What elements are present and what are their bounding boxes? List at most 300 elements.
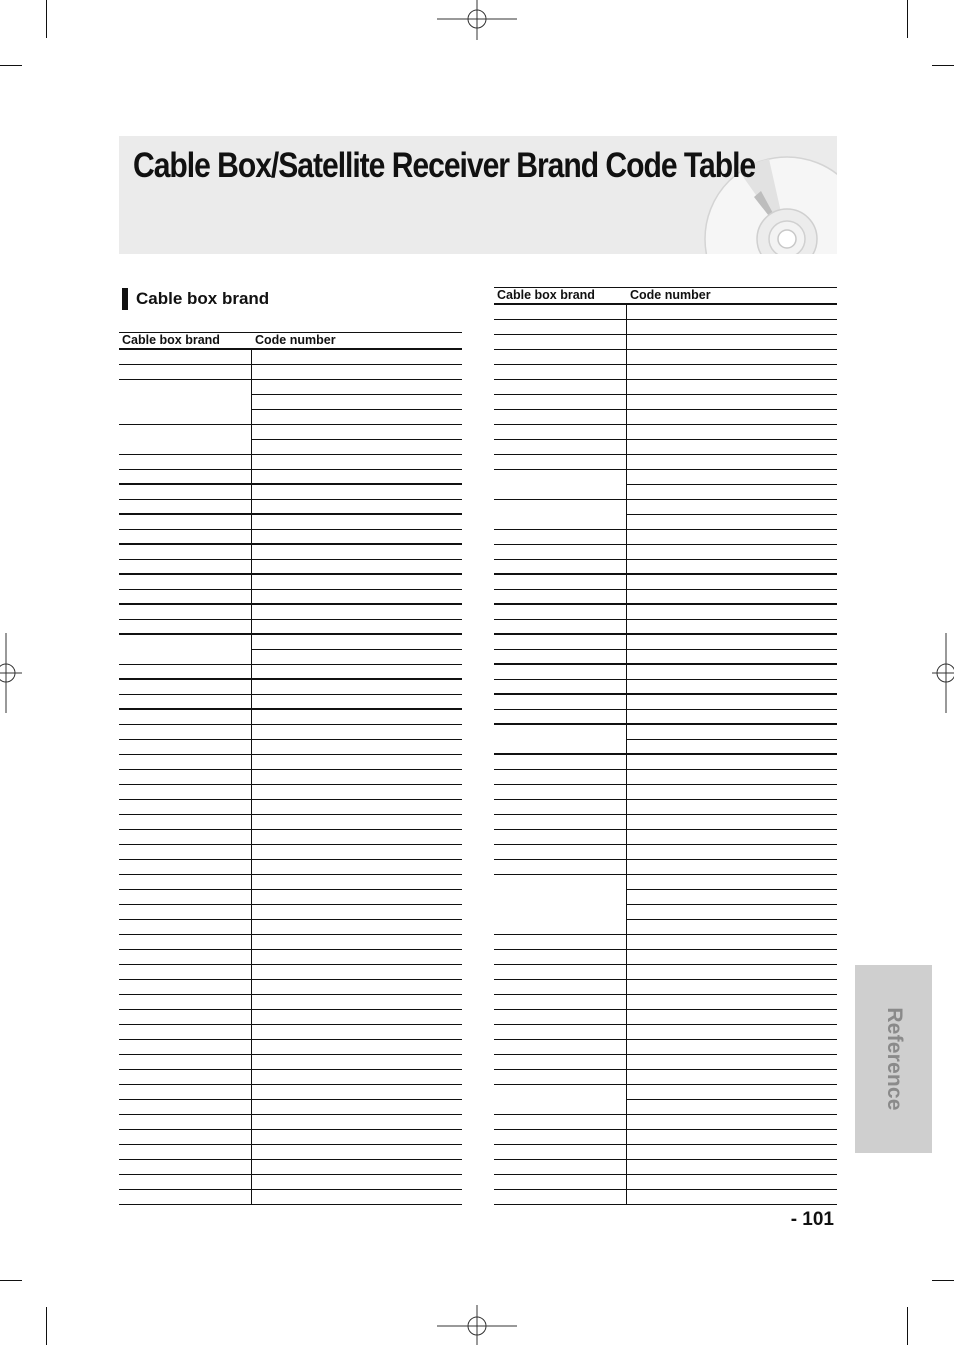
code-cell xyxy=(626,650,837,665)
brand-cell xyxy=(494,950,626,965)
brand-cell xyxy=(119,590,251,605)
brand-cell xyxy=(119,1130,251,1145)
table-row xyxy=(119,695,462,710)
code-cell xyxy=(251,1085,462,1100)
brand-cell xyxy=(119,650,251,665)
table-row xyxy=(119,440,462,455)
code-cell xyxy=(626,845,837,860)
table-row xyxy=(494,605,837,620)
brand-cell xyxy=(494,1145,626,1160)
code-cell xyxy=(251,695,462,710)
code-cell xyxy=(251,530,462,545)
table-row xyxy=(119,590,462,605)
table-row xyxy=(494,725,837,740)
heading-bar xyxy=(122,288,128,310)
code-cell xyxy=(251,365,462,380)
code-cell xyxy=(626,665,837,680)
brand-cell xyxy=(494,410,626,425)
header-code: Code number xyxy=(630,288,711,302)
code-cell xyxy=(626,575,837,590)
table-row xyxy=(494,650,837,665)
code-cell xyxy=(626,410,837,425)
brand-cell xyxy=(119,800,251,815)
code-cell xyxy=(251,560,462,575)
table-row xyxy=(494,395,837,410)
table-row xyxy=(494,1025,837,1040)
code-cell xyxy=(251,950,462,965)
code-cell xyxy=(251,1055,462,1070)
table-row xyxy=(494,380,837,395)
table-row xyxy=(494,920,837,935)
table-row xyxy=(494,1190,837,1205)
brand-cell xyxy=(494,560,626,575)
table-row xyxy=(494,770,837,785)
brand-cell xyxy=(494,875,626,890)
code-cell xyxy=(626,710,837,725)
brand-cell xyxy=(119,395,251,410)
table-header xyxy=(119,332,462,350)
code-cell xyxy=(251,845,462,860)
code-cell xyxy=(626,755,837,770)
code-cell xyxy=(626,1190,837,1205)
code-cell xyxy=(251,605,462,620)
brand-cell xyxy=(119,680,251,695)
table-row xyxy=(119,755,462,770)
table-row xyxy=(494,890,837,905)
table-row xyxy=(494,740,837,755)
code-cell xyxy=(626,530,837,545)
table-row xyxy=(494,305,837,320)
brand-cell xyxy=(119,770,251,785)
code-cell xyxy=(626,785,837,800)
brand-cell xyxy=(494,740,626,755)
brand-cell xyxy=(494,800,626,815)
code-cell xyxy=(251,680,462,695)
table-row xyxy=(119,770,462,785)
table-row xyxy=(119,1085,462,1100)
table-row xyxy=(119,1115,462,1130)
code-cell xyxy=(251,965,462,980)
brand-cell xyxy=(119,1055,251,1070)
brand-cell xyxy=(494,785,626,800)
brand-cell xyxy=(119,1010,251,1025)
brand-cell xyxy=(494,635,626,650)
table-row xyxy=(494,1085,837,1100)
table-row xyxy=(119,605,462,620)
brand-cell xyxy=(494,515,626,530)
code-cell xyxy=(251,755,462,770)
table-row xyxy=(119,1010,462,1025)
brand-cell xyxy=(119,935,251,950)
code-cell xyxy=(626,350,837,365)
brand-cell xyxy=(119,1160,251,1175)
code-cell xyxy=(626,770,837,785)
code-cell xyxy=(251,650,462,665)
table-row xyxy=(119,515,462,530)
brand-cell xyxy=(494,695,626,710)
brand-cell xyxy=(494,920,626,935)
table-row xyxy=(494,665,837,680)
brand-cell xyxy=(119,575,251,590)
code-cell xyxy=(251,590,462,605)
table-row xyxy=(494,785,837,800)
table-row xyxy=(494,410,837,425)
brand-cell xyxy=(119,845,251,860)
code-cell xyxy=(626,695,837,710)
table-row xyxy=(494,425,837,440)
brand-cell xyxy=(494,860,626,875)
code-cell xyxy=(251,395,462,410)
code-cell xyxy=(626,1055,837,1070)
crop-mark xyxy=(932,1280,954,1281)
crop-mark xyxy=(907,1307,908,1345)
header-brand: Cable box brand xyxy=(497,288,595,302)
code-cell xyxy=(626,950,837,965)
section-heading-text: Cable box brand xyxy=(136,289,270,308)
table-row xyxy=(119,500,462,515)
code-cell xyxy=(251,1190,462,1205)
brand-cell xyxy=(119,920,251,935)
brand-cell xyxy=(494,665,626,680)
code-cell xyxy=(251,425,462,440)
code-cell xyxy=(251,455,462,470)
brand-cell xyxy=(119,710,251,725)
table-row xyxy=(119,920,462,935)
table-row xyxy=(494,1070,837,1085)
table-row xyxy=(494,440,837,455)
registration-mark-left xyxy=(0,633,22,713)
table-row xyxy=(494,845,837,860)
table-row xyxy=(119,485,462,500)
crop-mark xyxy=(907,0,908,38)
code-cell xyxy=(626,320,837,335)
table-row xyxy=(119,800,462,815)
header-code: Code number xyxy=(255,333,336,347)
code-cell xyxy=(626,890,837,905)
table-row xyxy=(494,1100,837,1115)
code-cell xyxy=(626,485,837,500)
code-cell xyxy=(626,500,837,515)
code-cell xyxy=(251,1040,462,1055)
brand-cell xyxy=(494,995,626,1010)
brand-cell xyxy=(494,365,626,380)
code-cell xyxy=(251,1010,462,1025)
table-row xyxy=(119,995,462,1010)
table-row xyxy=(119,1040,462,1055)
table-row xyxy=(119,725,462,740)
table-row xyxy=(494,350,837,365)
table-row xyxy=(494,455,837,470)
side-tab-label: Reference xyxy=(882,1007,906,1111)
table-row xyxy=(494,1115,837,1130)
brand-cell xyxy=(119,545,251,560)
brand-cell xyxy=(494,845,626,860)
brand-cell xyxy=(119,950,251,965)
table-row xyxy=(494,545,837,560)
crop-mark xyxy=(932,65,954,66)
brand-cell xyxy=(119,515,251,530)
code-cell xyxy=(251,635,462,650)
code-cell xyxy=(251,575,462,590)
table-row xyxy=(119,575,462,590)
code-cell xyxy=(251,980,462,995)
brand-cell xyxy=(494,320,626,335)
brand-cell xyxy=(119,425,251,440)
brand-cell xyxy=(494,1115,626,1130)
table-row xyxy=(119,1160,462,1175)
table-row xyxy=(494,635,837,650)
brand-cell xyxy=(494,575,626,590)
code-cell xyxy=(626,860,837,875)
code-cell xyxy=(626,725,837,740)
code-cell xyxy=(251,1145,462,1160)
table-row xyxy=(119,785,462,800)
brand-cell xyxy=(119,410,251,425)
brand-cell xyxy=(494,650,626,665)
table-row xyxy=(494,1160,837,1175)
code-cell xyxy=(626,545,837,560)
code-cell xyxy=(626,365,837,380)
table-row xyxy=(494,980,837,995)
code-cell xyxy=(626,905,837,920)
brand-cell xyxy=(494,1160,626,1175)
code-cell xyxy=(251,500,462,515)
table-row xyxy=(494,1040,837,1055)
table-row xyxy=(494,815,837,830)
brand-cell xyxy=(119,365,251,380)
brand-cell xyxy=(119,530,251,545)
brand-cell xyxy=(119,965,251,980)
table-row xyxy=(494,950,837,965)
brand-cell xyxy=(119,1175,251,1190)
table-header xyxy=(494,287,837,305)
table-row xyxy=(119,1190,462,1205)
brand-cell xyxy=(494,1175,626,1190)
page-title: Cable Box/Satellite Receiver Brand Code Table xyxy=(133,146,756,185)
table-row xyxy=(119,635,462,650)
brand-cell xyxy=(494,935,626,950)
code-cell xyxy=(626,1160,837,1175)
brand-cell xyxy=(494,350,626,365)
code-cell xyxy=(251,1160,462,1175)
table-row xyxy=(494,470,837,485)
code-cell xyxy=(251,515,462,530)
code-cell xyxy=(626,560,837,575)
code-cell xyxy=(251,905,462,920)
code-cell xyxy=(251,545,462,560)
brand-cell xyxy=(494,500,626,515)
table-row xyxy=(119,455,462,470)
registration-mark-right xyxy=(932,633,954,713)
table-row xyxy=(119,905,462,920)
code-cell xyxy=(251,890,462,905)
code-cell xyxy=(626,965,837,980)
code-cell xyxy=(626,800,837,815)
code-cell xyxy=(251,875,462,890)
code-cell xyxy=(251,710,462,725)
code-cell xyxy=(251,380,462,395)
table-row xyxy=(119,890,462,905)
code-cell xyxy=(251,1115,462,1130)
brand-cell xyxy=(494,1040,626,1055)
code-cell xyxy=(626,425,837,440)
brand-cell xyxy=(119,755,251,770)
crop-mark xyxy=(0,1280,22,1281)
code-cell xyxy=(626,995,837,1010)
code-cell xyxy=(626,680,837,695)
code-cell xyxy=(626,875,837,890)
section-heading xyxy=(122,288,269,310)
code-cell xyxy=(251,740,462,755)
table-row xyxy=(119,560,462,575)
brand-cell xyxy=(494,470,626,485)
table-row xyxy=(119,530,462,545)
table-row xyxy=(119,410,462,425)
code-cell xyxy=(251,860,462,875)
brand-cell xyxy=(119,1040,251,1055)
code-cell xyxy=(251,470,462,485)
brand-cell xyxy=(494,1130,626,1145)
table-row xyxy=(494,485,837,500)
page-number: - 101 xyxy=(790,1209,834,1230)
brand-cell xyxy=(494,815,626,830)
code-cell xyxy=(626,1100,837,1115)
code-cell xyxy=(251,935,462,950)
brand-cell xyxy=(119,875,251,890)
code-cell xyxy=(251,1025,462,1040)
brand-cell xyxy=(119,1145,251,1160)
table-row xyxy=(119,935,462,950)
code-cell xyxy=(251,785,462,800)
table-row xyxy=(119,830,462,845)
brand-cell xyxy=(119,485,251,500)
brand-cell xyxy=(119,620,251,635)
code-cell xyxy=(626,1070,837,1085)
brand-cell xyxy=(119,905,251,920)
brand-cell xyxy=(494,305,626,320)
brand-cell xyxy=(494,1085,626,1100)
brand-cell xyxy=(119,500,251,515)
code-cell xyxy=(626,1175,837,1190)
table-row xyxy=(119,1025,462,1040)
code-cell xyxy=(626,605,837,620)
table-row xyxy=(494,560,837,575)
code-cell xyxy=(626,305,837,320)
table-row xyxy=(494,320,837,335)
brand-cell xyxy=(119,1070,251,1085)
reference-side-tab xyxy=(855,965,932,1153)
brand-cell xyxy=(119,455,251,470)
code-cell xyxy=(251,410,462,425)
table-row xyxy=(119,620,462,635)
brand-cell xyxy=(494,1070,626,1085)
table-row xyxy=(119,650,462,665)
crop-mark xyxy=(46,0,47,38)
table-row xyxy=(494,1145,837,1160)
brand-cell xyxy=(119,665,251,680)
brand-cell xyxy=(494,1055,626,1070)
code-cell xyxy=(251,1130,462,1145)
table-row xyxy=(494,935,837,950)
table-row xyxy=(494,1055,837,1070)
brand-cell xyxy=(494,1010,626,1025)
table-row xyxy=(494,905,837,920)
code-cell xyxy=(251,995,462,1010)
brand-cell xyxy=(119,860,251,875)
brand-cell xyxy=(119,725,251,740)
code-cell xyxy=(626,935,837,950)
brand-cell xyxy=(119,560,251,575)
code-cell xyxy=(626,1010,837,1025)
brand-cell xyxy=(119,980,251,995)
table-row xyxy=(119,710,462,725)
brand-cell xyxy=(119,470,251,485)
brand-cell xyxy=(119,785,251,800)
code-cell xyxy=(626,590,837,605)
brand-cell xyxy=(119,695,251,710)
table-row xyxy=(494,860,837,875)
brand-cell xyxy=(119,1100,251,1115)
table-row xyxy=(494,335,837,350)
code-cell xyxy=(626,830,837,845)
table-row xyxy=(119,395,462,410)
table-row xyxy=(119,1055,462,1070)
brand-cell xyxy=(494,680,626,695)
table-row xyxy=(119,980,462,995)
header-brand: Cable box brand xyxy=(122,333,220,347)
code-cell xyxy=(251,920,462,935)
brand-cell xyxy=(494,755,626,770)
table-row xyxy=(494,365,837,380)
table-row xyxy=(494,530,837,545)
code-cell xyxy=(251,665,462,680)
crop-mark xyxy=(0,65,22,66)
table-row xyxy=(119,365,462,380)
brand-cell xyxy=(119,995,251,1010)
table-row xyxy=(494,710,837,725)
code-cell xyxy=(626,1130,837,1145)
brand-cell xyxy=(119,815,251,830)
table-row xyxy=(494,965,837,980)
brand-cell xyxy=(494,905,626,920)
brand-cell xyxy=(119,440,251,455)
code-cell xyxy=(251,440,462,455)
brand-cell xyxy=(494,605,626,620)
code-cell xyxy=(626,920,837,935)
code-cell xyxy=(251,350,462,365)
brand-cell xyxy=(494,980,626,995)
table-row xyxy=(119,1130,462,1145)
brand-cell xyxy=(494,455,626,470)
table-row xyxy=(119,425,462,440)
brand-cell xyxy=(494,440,626,455)
registration-mark-bottom xyxy=(437,1305,517,1345)
table-row xyxy=(494,1175,837,1190)
code-cell xyxy=(251,815,462,830)
table-row xyxy=(494,590,837,605)
brand-cell xyxy=(119,1085,251,1100)
brand-cell xyxy=(494,1100,626,1115)
table-row xyxy=(494,755,837,770)
table-row xyxy=(494,620,837,635)
brand-cell xyxy=(119,1025,251,1040)
title-banner xyxy=(119,136,837,254)
table-row xyxy=(494,875,837,890)
code-cell xyxy=(626,1040,837,1055)
brand-cell xyxy=(494,425,626,440)
brand-cell xyxy=(119,1115,251,1130)
brand-cell xyxy=(494,380,626,395)
